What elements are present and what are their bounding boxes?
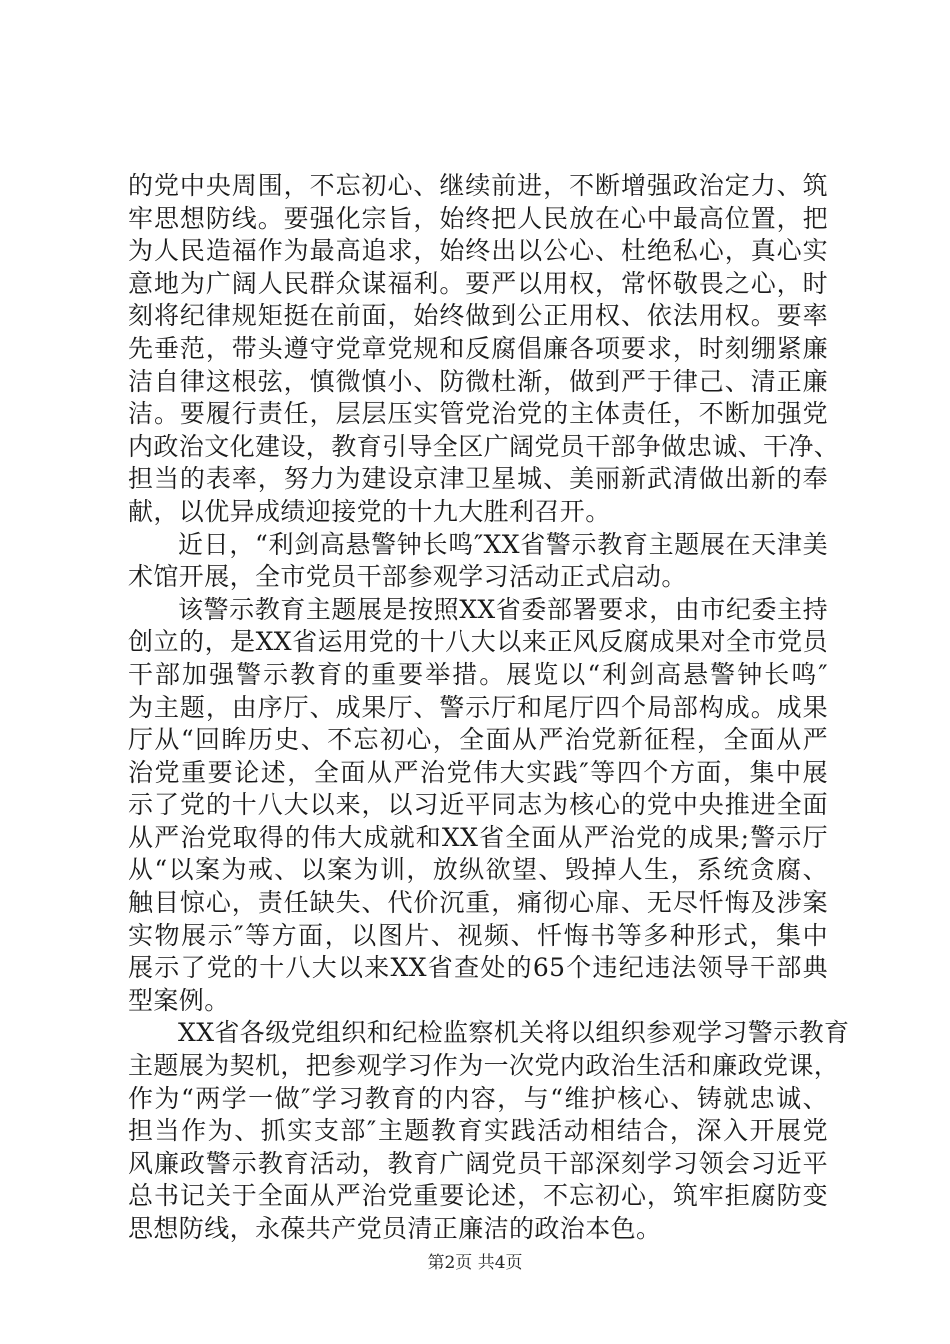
text-line: 近日，“利剑高悬警钟长鸣″XX省警示教育主题展在天津美	[178, 529, 828, 559]
text-line: 刻将纪律规矩挺在前面，始终做到公正用权、依法用权。要率	[128, 301, 828, 331]
text-line: 献，以优异成绩迎接党的十九大胜利召开。	[128, 496, 611, 526]
text-line: 示了党的十八大以来，以习近平同志为核心的党中央推进全面	[128, 790, 828, 820]
text-line: 型案例。	[128, 985, 230, 1015]
text-line: XX省各级党组织和纪检监察机关将以组织参观学习警示教育	[178, 1018, 850, 1048]
paragraph-2	[128, 529, 828, 594]
text-line: 触目惊心，责任缺失、代价沉重，痛彻心扉、无尽忏悔及涉案	[128, 888, 828, 918]
text-line: 为主题，由序厅、成果厅、警示厅和尾厅四个局部构成。成果	[128, 692, 828, 722]
text-line: 干部加强警示教育的重要举措。展览以“利剑高悬警钟长鸣″	[128, 659, 828, 689]
text-line: 的党中央周围，不忘初心、继续前进，不断增强政治定力、筑	[128, 171, 828, 200]
text-line: 实物展示″等方面，以图片、视频、忏悔书等多种形式，集中	[128, 920, 828, 950]
text-line: 思想防线，永葆共产党员清正廉洁的政治本色。	[128, 1214, 662, 1243]
text-line: 意地为广阔人民群众谋福利。要严以用权，常怀敬畏之心，时	[128, 268, 828, 298]
text-line: 作为“两学一做″学习教育的内容，与“维护核心、铸就忠诚、	[128, 1083, 828, 1113]
text-line: 牢思想防线。要强化宗旨，始终把人民放在心中最高位置，把	[128, 203, 828, 233]
text-line: 担当的表率，努力为建设京津卫星城、美丽新武清做出新的奉	[128, 464, 828, 494]
text-line: 展示了党的十八大以来XX省查处的65个违纪违法领导干部典	[128, 953, 828, 983]
text-line: 从严治党取得的伟大成就和XX省全面从严治党的成果;警示厅	[128, 822, 828, 852]
paragraph-3	[128, 594, 828, 1018]
text-line: 洁。要履行责任，层层压实管党治党的主体责任，不断加强党	[128, 399, 828, 429]
text-line: 术馆开展，全市党员干部参观学习活动正式启动。	[128, 562, 687, 592]
text-line: 内政治文化建设，教育引导全区广阔党员干部争做忠诚、干净、	[128, 431, 840, 461]
text-line: 为人民造福作为最高追求，始终出以公心、杜绝私心，真心实	[128, 236, 828, 266]
paragraph-4	[128, 1017, 850, 1245]
text-line: 该警示教育主题展是按照XX省委部署要求，由市纪委主持	[178, 594, 828, 624]
text-line: 洁自律这根弦，慎微慎小、防微杜渐，做到严于律己、清正廉	[128, 366, 828, 396]
page-number-footer: 第2页 共4页	[427, 1253, 523, 1273]
text-line: 治党重要论述，全面从严治党伟大实践″等四个方面，集中展	[128, 757, 828, 787]
text-line: 先垂范，带头遵守党章党规和反腐倡廉各项要求，时刻绷紧廉	[128, 333, 828, 363]
text-line: 担当作为、抓实支部″主题教育实践活动相结合，深入开展党	[128, 1116, 828, 1146]
text-line: 创立的，是XX省运用党的十八大以来正风反腐成果对全市党员	[128, 627, 828, 657]
text-line: 风廉政警示教育活动，教育广阔党员干部深刻学习领会习近平	[128, 1148, 828, 1178]
text-line: 从“以案为戒、以案为训，放纵欲望、毁掉人生，系统贪腐、	[128, 855, 828, 885]
paragraph-1	[128, 170, 840, 529]
text-line: 总书记关于全面从严治党重要论述，不忘初心，筑牢拒腐防变	[128, 1181, 828, 1211]
text-line: 厅从“回眸历史、不忘初心，全面从严治党新征程，全面从严	[128, 725, 828, 755]
document-body	[128, 170, 850, 1246]
text-line: 主题展为契机，把参观学习作为一次党内政治生活和廉政党课，	[128, 1051, 840, 1081]
